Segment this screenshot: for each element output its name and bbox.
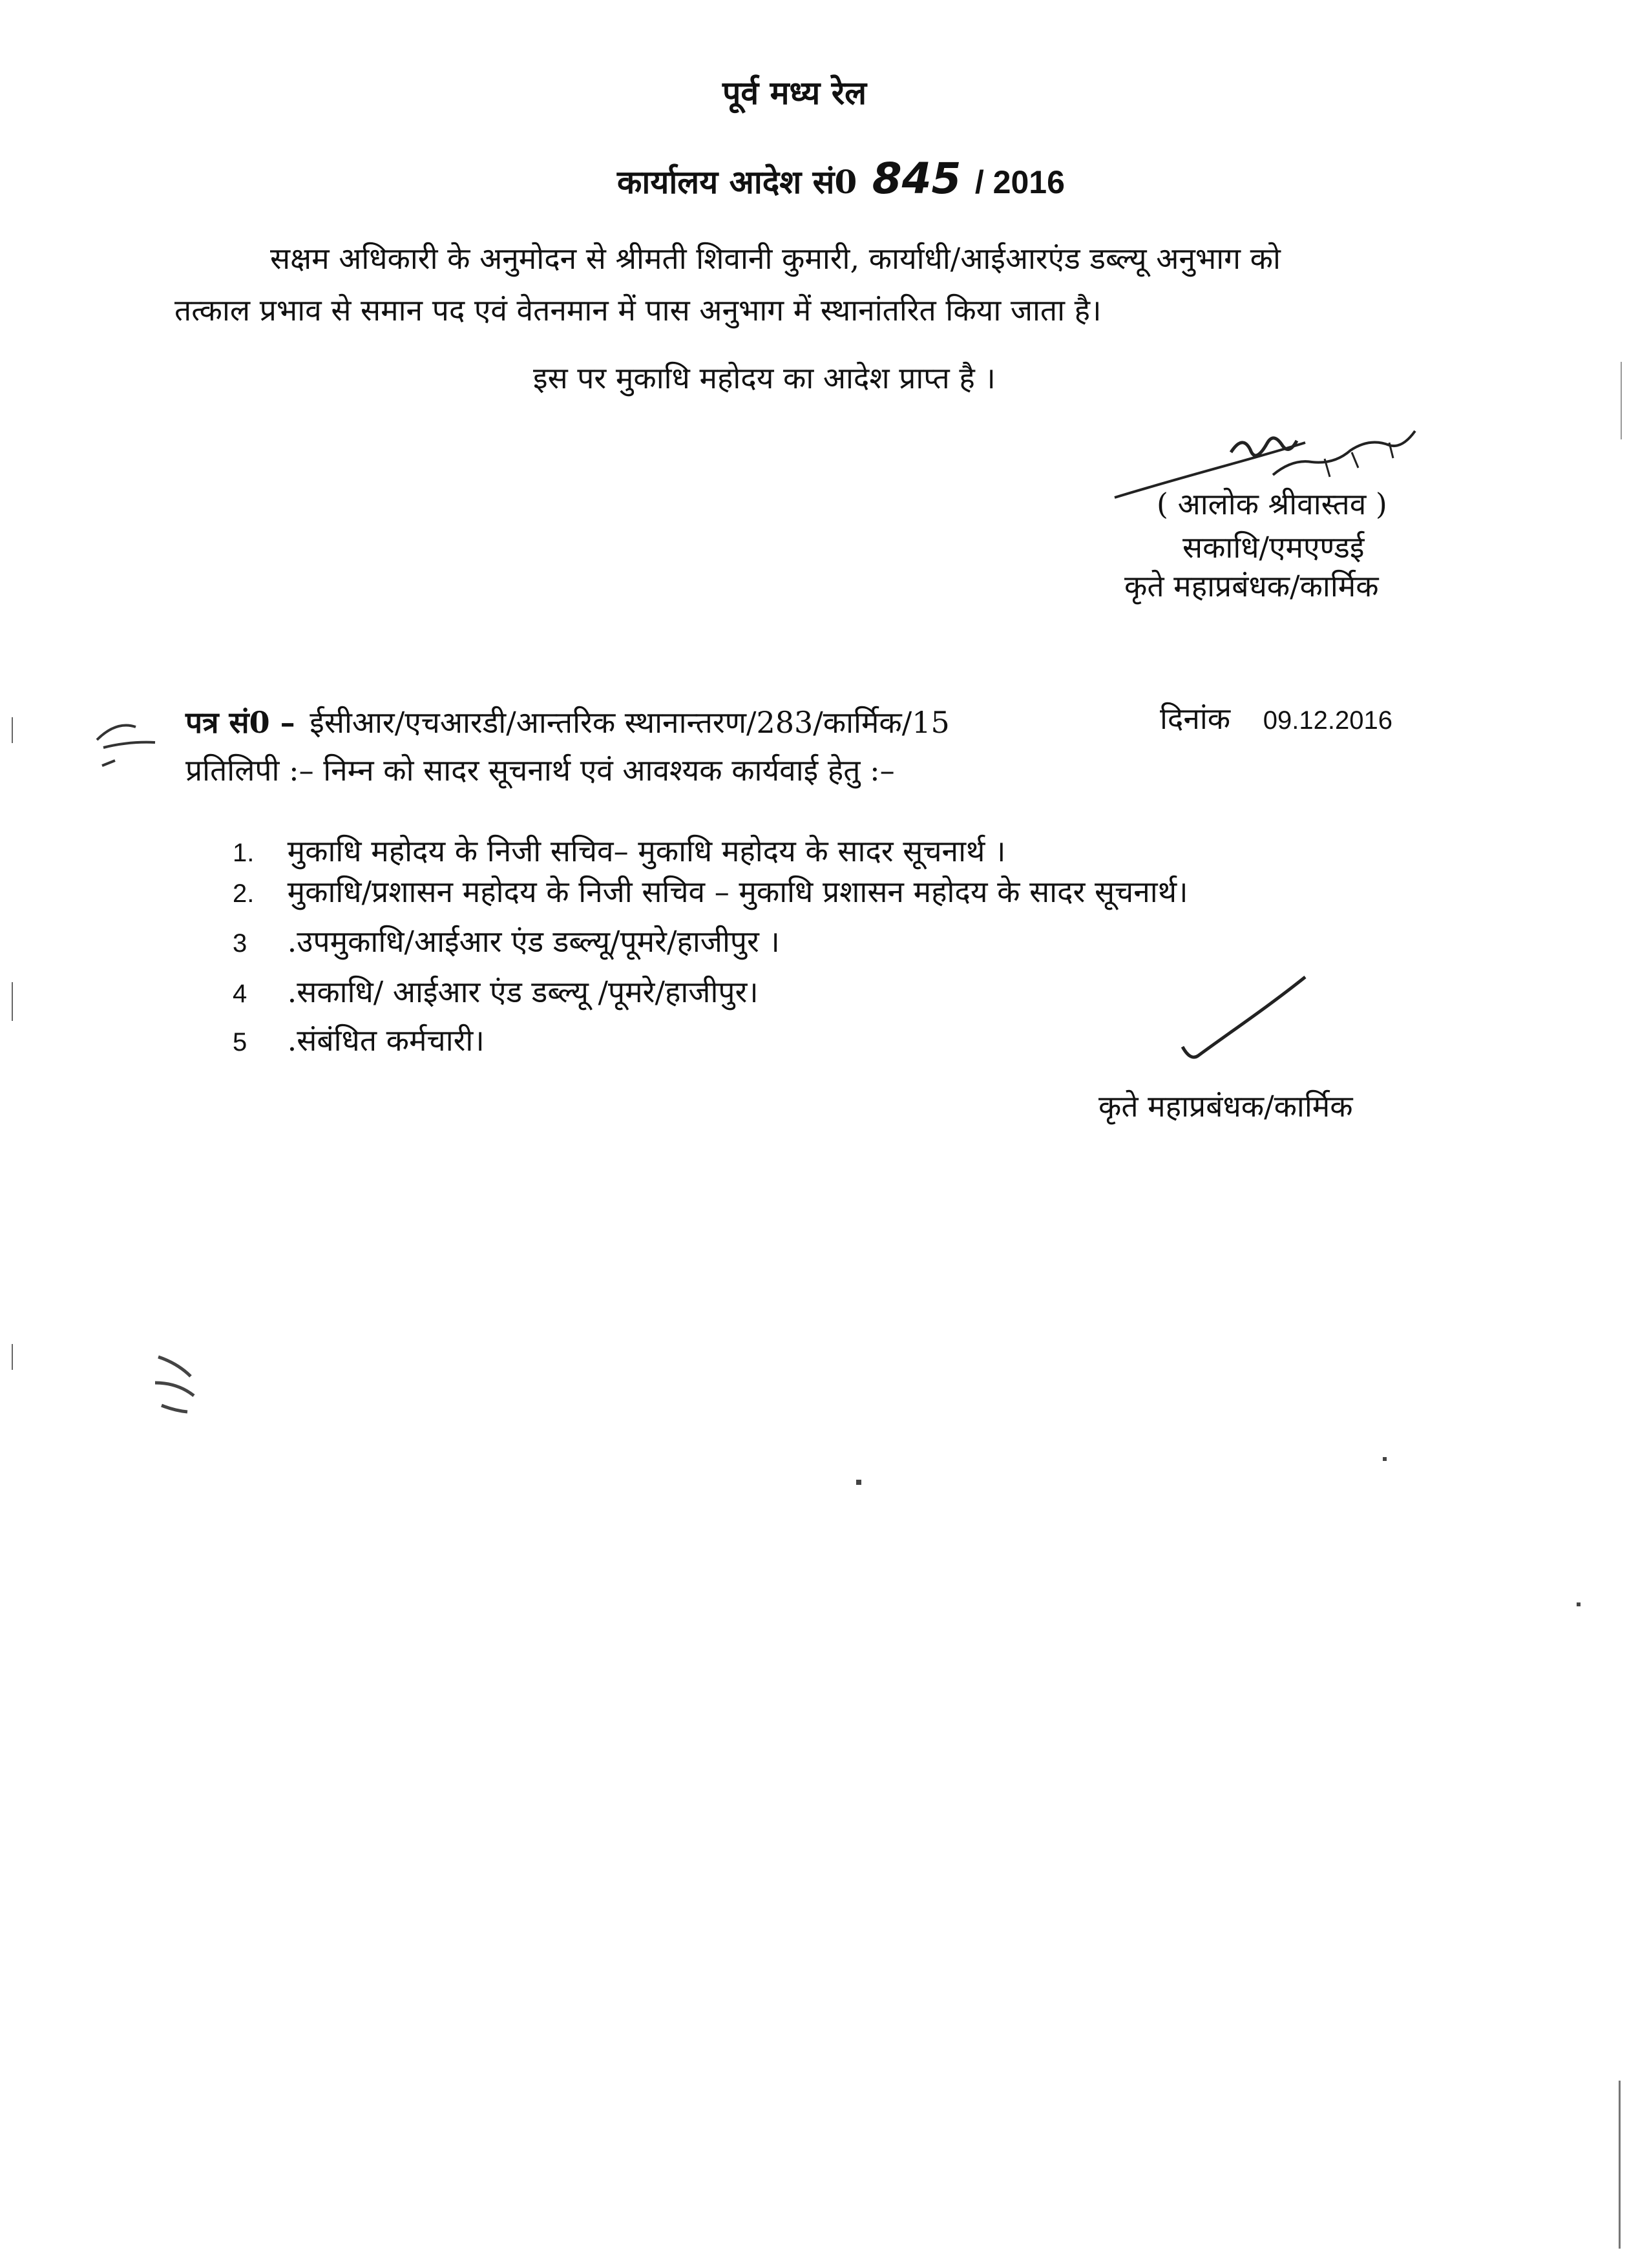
list-item-number: 4 [233, 980, 247, 1008]
list-item-text: मुकाधि महोदय के निजी सचिव– मुकाधि महोदय के सादर सूचनार्थ । [287, 834, 1006, 868]
list-item [233, 830, 1005, 870]
list-item [233, 921, 780, 961]
scan-edge-line [12, 717, 13, 743]
signatory-designation: सकाधि/एमएण्डई [1182, 530, 1365, 565]
handwritten-signature-2 [1176, 969, 1318, 1073]
signatory-for: कृते महाप्रबंधक/कार्मिक [1124, 569, 1379, 604]
list-item-number: 5 [233, 1028, 247, 1056]
list-item-number: 3 [233, 929, 247, 958]
org-title: पूर्व मध्य रेल [722, 74, 867, 112]
list-item [233, 871, 1188, 911]
scan-edge-line [12, 1344, 13, 1370]
scan-edge-line [1621, 362, 1622, 439]
body-line-3: इस पर मुकाधि महोदय का आदेश प्राप्त है । [533, 361, 996, 395]
scan-dot [1577, 1602, 1581, 1606]
signatory-name: ( आलोक श्रीवास्तव ) [1157, 487, 1387, 521]
date-label: दिनांक [1160, 701, 1231, 736]
scan-dot [1383, 1457, 1387, 1461]
list-item-number: 2. [233, 879, 255, 908]
list-item-number: 1. [233, 839, 255, 867]
body-line-1: सक्षम अधिकारी के अनुमोदन से श्रीमती शिवानी कुमारी, कार्याधी/आईआरएंड डब्ल्यू अनुभाग को [270, 241, 1281, 276]
order-prefix: कार्यालय आदेश सं0 [617, 163, 857, 201]
date-value: 09.12.2016 [1263, 706, 1392, 735]
copy-line: प्रतिलिपी :– निम्न को सादर सूचनार्थ एवं आवश्यक कार्यवाई हेतु :– [185, 753, 895, 788]
scan-edge-line [1619, 2081, 1621, 2249]
order-number-handwritten: 845 [872, 154, 961, 204]
margin-tick-mark [90, 714, 162, 772]
scan-edge-line [12, 982, 13, 1021]
signature2-for: कृते महाप्रबंधक/कार्मिक [1098, 1089, 1353, 1124]
list-item-text: .सकाधि/ आईआर एंड डब्ल्यू /पूमरे/हाजीपुर। [287, 974, 759, 1009]
list-item-text: .उपमुकाधि/आईआर एंड डब्ल्यू/पूमरे/हाजीपुर । [287, 924, 780, 959]
order-suffix: / 2016 [974, 164, 1065, 200]
list-item [233, 971, 759, 1011]
order-heading [617, 154, 1065, 204]
list-item [233, 1020, 485, 1060]
scan-smudge [145, 1344, 210, 1422]
scan-dot [856, 1480, 861, 1485]
letter-ref-value: ईसीआर/एचआरडी/आन्तरिक स्थानान्तरण/283/कार्मिक/15 [310, 705, 950, 740]
letter-ref [185, 702, 950, 742]
body-line-2: तत्काल प्रभाव से समान पद एवं वेतनमान में पास अनुभाग में स्थानांतरित किया जाता है। [174, 293, 1102, 328]
list-item-text: .संबंधित कर्मचारी। [287, 1023, 485, 1058]
letter-ref-label: पत्र सं0 – [185, 705, 295, 740]
list-item-text: मुकाधि/प्रशासन महोदय के निजी सचिव – मुकाधि प्रशासन महोदय के सादर सूचनार्थ। [287, 874, 1188, 909]
letter-date [1160, 698, 1392, 738]
